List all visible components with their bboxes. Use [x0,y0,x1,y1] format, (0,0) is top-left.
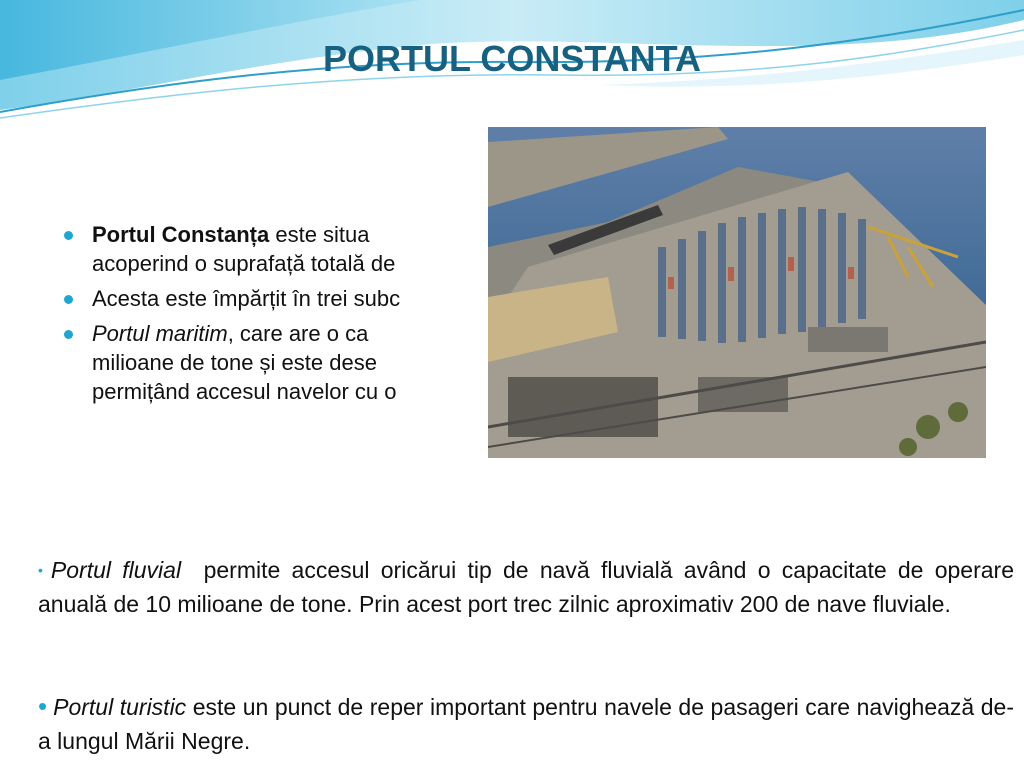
bullet-dot-icon: • [38,691,48,721]
paragraph-italic-text: Portul fluvial [50,557,182,583]
bullet-dot-icon [64,330,73,339]
bullet-text: permițând accesul navelor cu o [92,379,397,404]
bullet-dot-icon: • [38,562,43,578]
bullet-text: milioane de tone și este dese [92,350,377,375]
paragraph-text: permite accesul oricărui tip de navă fluvială având o capacitate de operare anuală de 10 milioane de tone. Prin acest port trec zilnic aproximativ 200 de nave fluviale. [38,557,1021,617]
bullet-text: este situa [269,222,370,247]
paragraph-fluvial [38,553,1021,621]
paragraph-text: este un punct de reper important pentru navele de pasageri care navighează de-a lungul Mării Negre. [38,694,1014,754]
bullet-text: Acesta este împărțit în trei subc [92,286,401,311]
bullet-dot-icon [64,295,73,304]
bullet-item-location [62,220,488,278]
bullet-bold-text: Portul Constanța [92,222,270,247]
bullet-list [62,220,488,412]
bullet-text: acoperind o suprafață totală de [92,251,396,276]
bullet-italic-text: Portul maritim [92,321,228,346]
bullet-item-subdivisions [62,284,488,313]
port-aerial-photo [488,127,986,458]
paragraph-italic-text: Portul turistic [53,694,187,720]
bullet-dot-icon [64,231,73,240]
slide-title: PORTUL CONSTANTA [323,38,701,79]
bullet-text: , care are o ca [227,321,369,346]
bullet-item-maritime [62,319,488,406]
paragraph-turistic [38,689,1014,758]
